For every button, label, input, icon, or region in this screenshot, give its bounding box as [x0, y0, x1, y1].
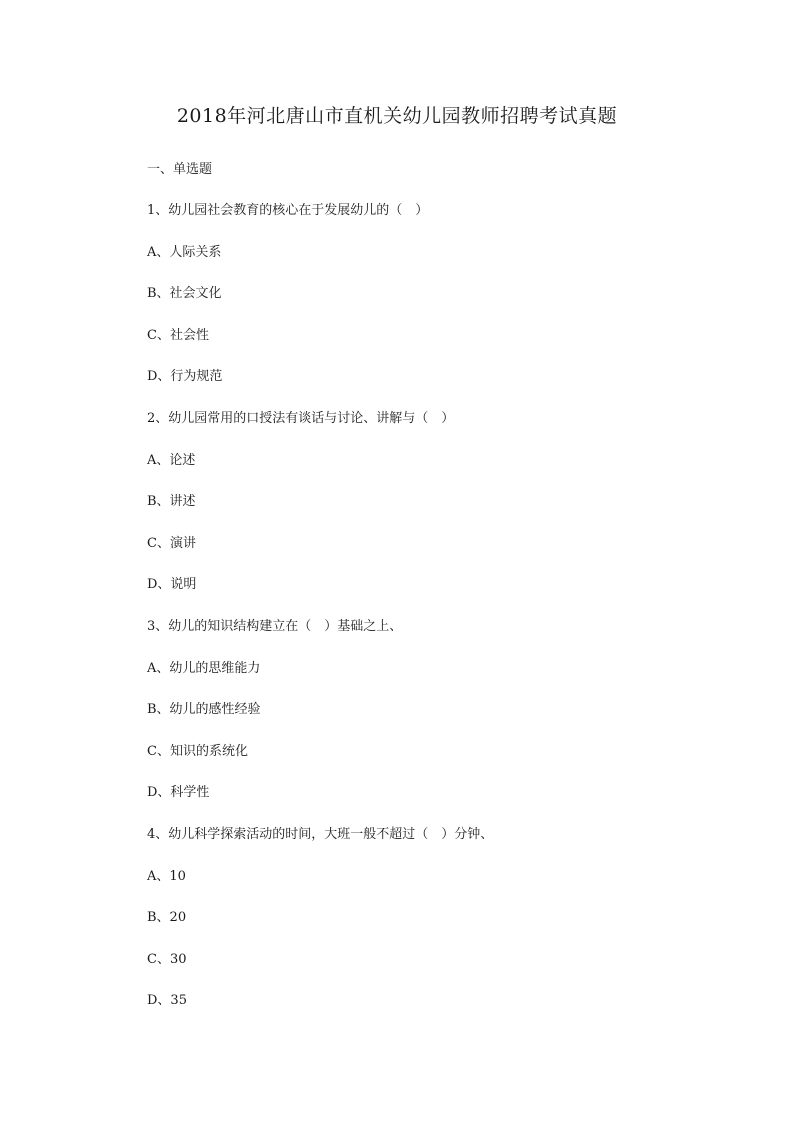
option-1c: C、社会性 — [147, 327, 209, 343]
option-1a: A、人际关系 — [147, 244, 222, 260]
option-3b: B、幼儿的感性经验 — [147, 702, 261, 718]
option-2c: C、演讲 — [147, 535, 196, 551]
question-1: 1、幼儿园社会教育的核心在于发展幼儿的（ ） — [147, 203, 429, 218]
document-title: 2018年河北唐山市直机关幼儿园教师招聘考试真题 — [176, 105, 618, 127]
option-1b: B、社会文化 — [147, 286, 222, 302]
option-3c: C、知识的系统化 — [147, 743, 248, 759]
question-2: 2、幼儿园常用的口授法有谈话与讨论、讲解与（ ） — [147, 410, 455, 426]
option-2b: B、讲述 — [147, 494, 196, 510]
section-heading: 一、单选题 — [147, 162, 213, 177]
question-4: 4、幼儿科学探索活动的时间，大班一般不超过（ ）分钟、 — [147, 826, 494, 842]
option-3d: D、科学性 — [147, 785, 210, 801]
option-4b: B、20 — [147, 910, 187, 926]
question-list — [147, 201, 707, 1033]
option-2d: D、说明 — [147, 577, 197, 593]
option-4a: A、10 — [147, 868, 186, 884]
option-3a: A、幼儿的思维能力 — [147, 660, 261, 676]
option-2a: A、论述 — [147, 452, 196, 468]
question-3: 3、幼儿的知识结构建立在（ ）基础之上、 — [147, 618, 403, 634]
option-4d: D、35 — [147, 993, 187, 1009]
option-4c: C、30 — [147, 951, 187, 967]
option-1d: D、行为规范 — [147, 369, 223, 385]
